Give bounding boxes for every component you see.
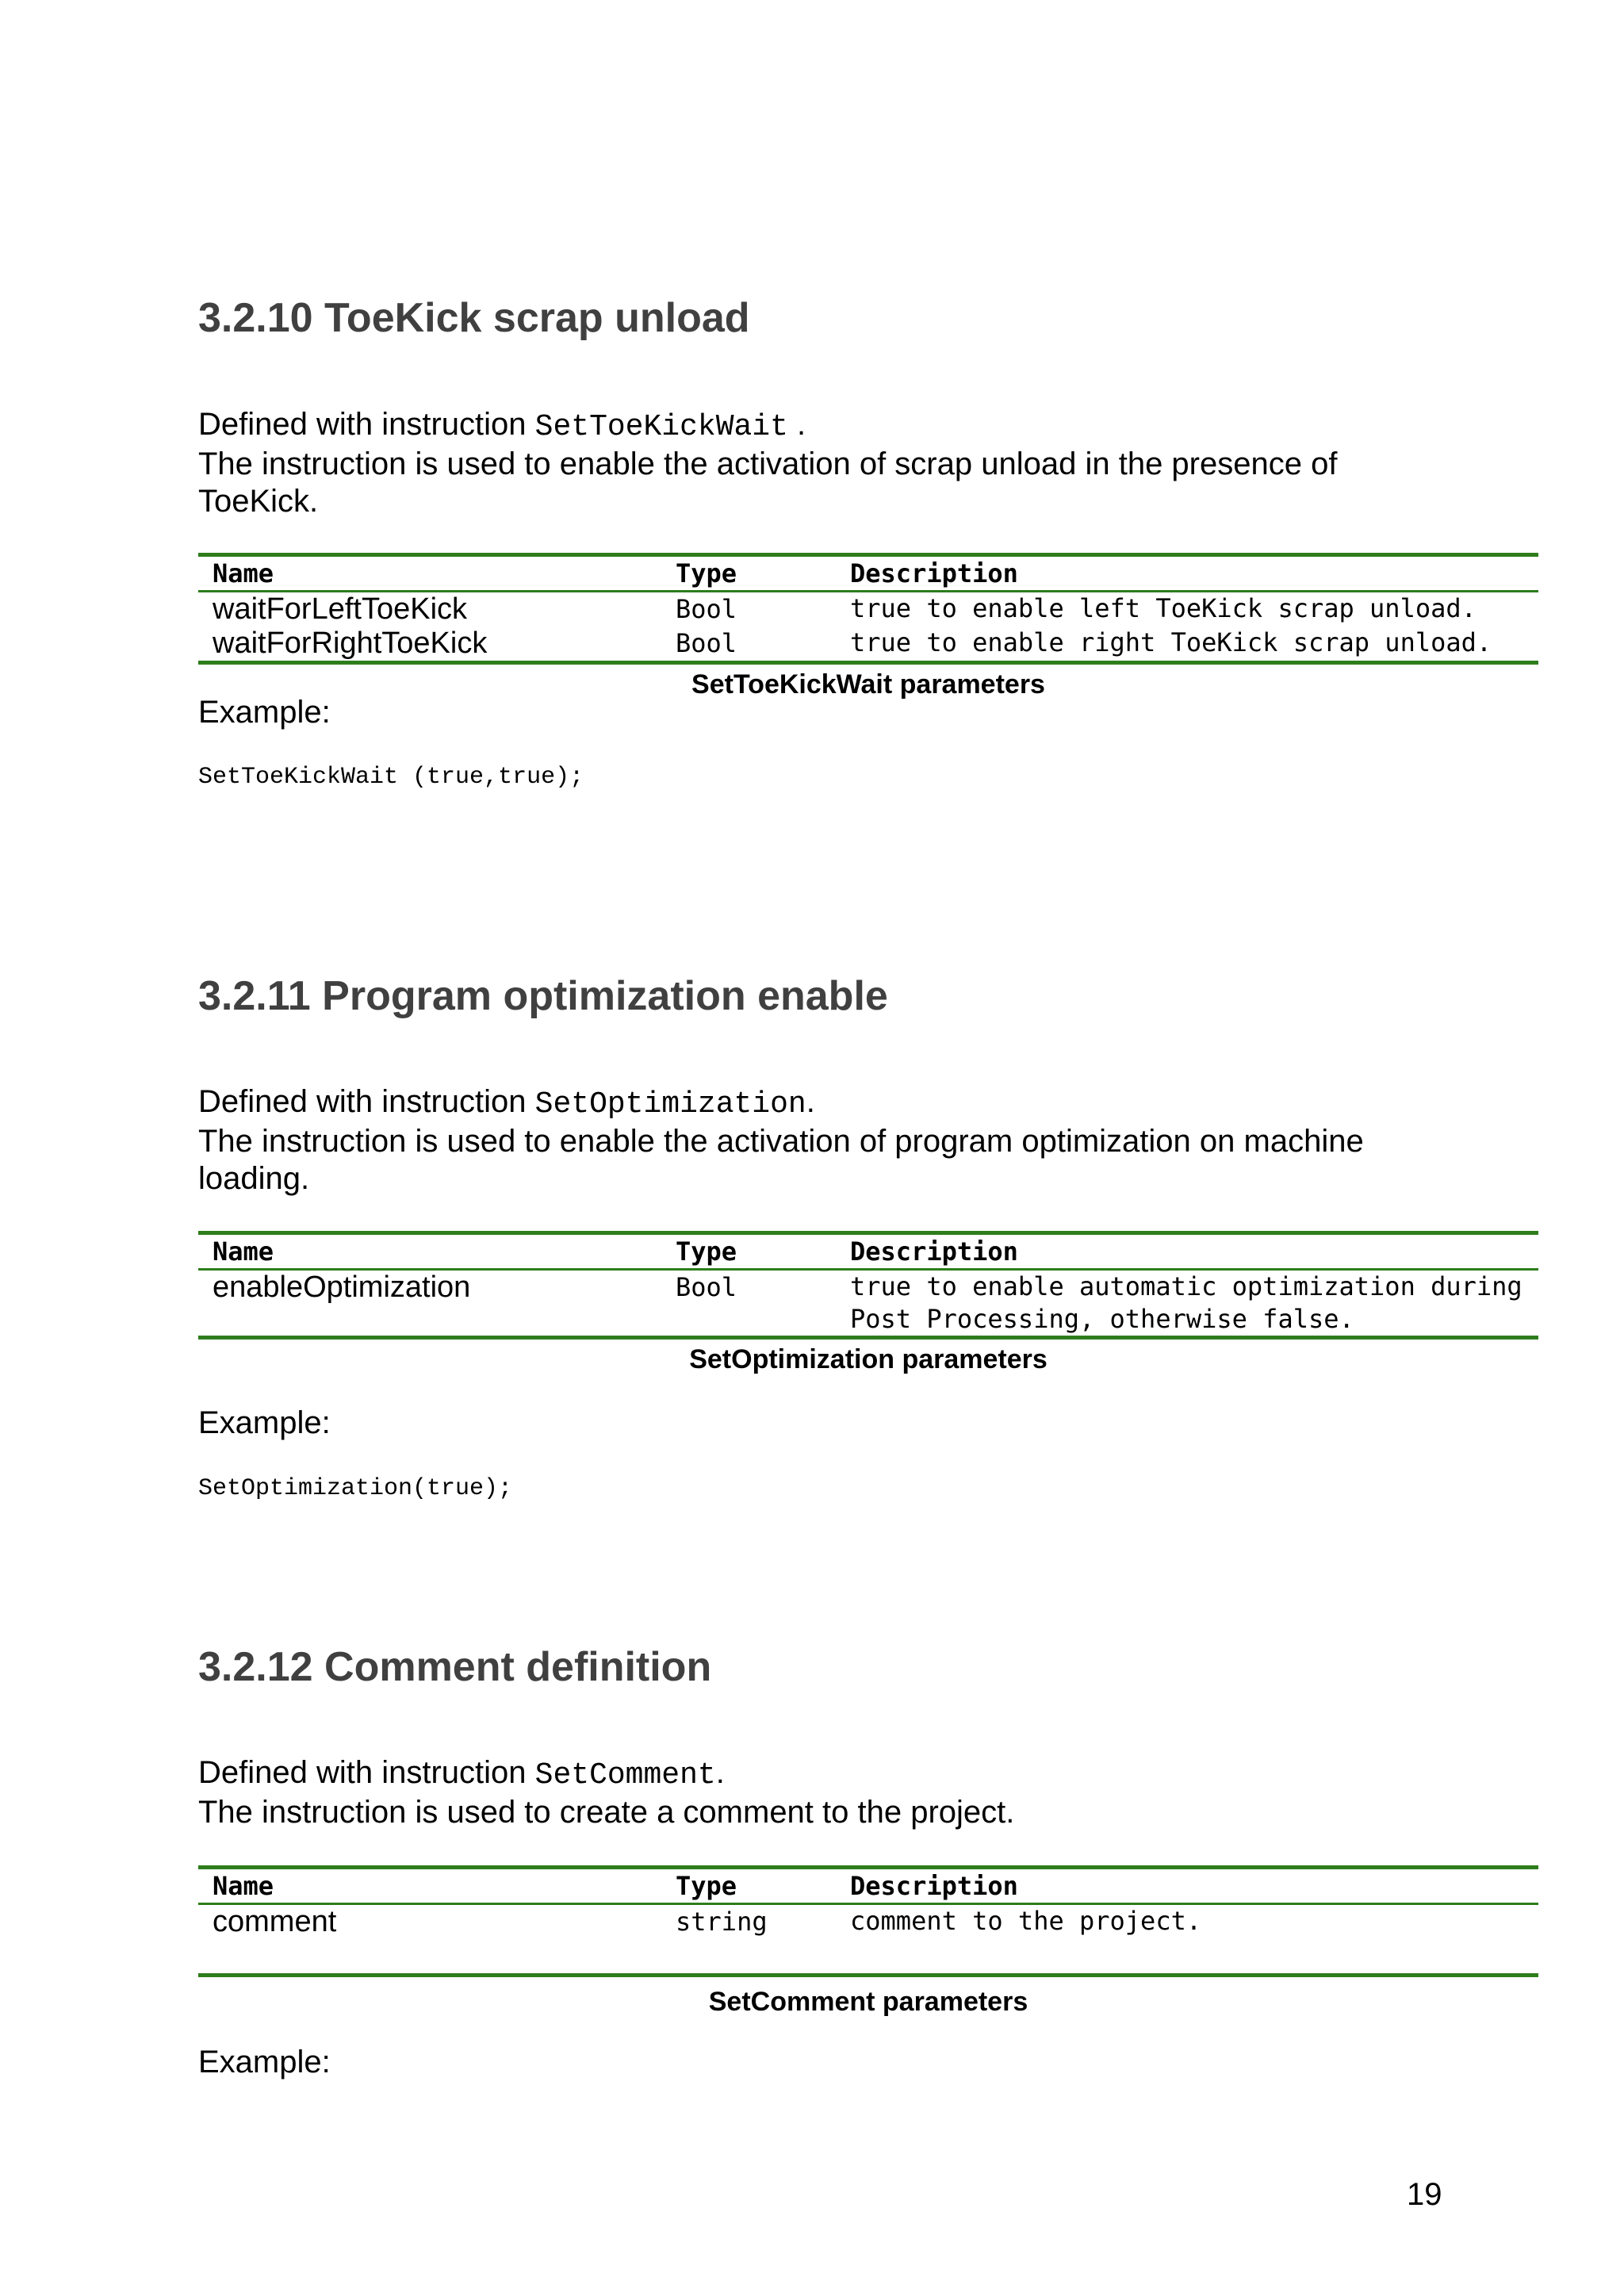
parameters-table-block (198, 1865, 1538, 2018)
section-toekick-scrap-unload (198, 295, 1538, 343)
parameters-table-block (198, 553, 1538, 700)
page-number: 19 (1407, 2177, 1442, 2212)
instruction-name: SetComment (534, 1758, 716, 1792)
defined-suffix: . (787, 407, 806, 442)
table-header-row (198, 1233, 1538, 1270)
section-heading: 3.2.11 Program optimization enable (198, 973, 888, 1019)
column-header-name: Name (213, 1236, 274, 1267)
defined-prefix: Defined with instruction (198, 1084, 535, 1119)
parameters-table-block (198, 1231, 1538, 1375)
defined-suffix: . (715, 1755, 725, 1790)
description-text: The instruction is used to create a comment to the project. (198, 1795, 1015, 1830)
parameters-table (198, 1231, 1538, 1340)
parameters-table (198, 553, 1538, 665)
column-header-type: Type (676, 1236, 737, 1267)
table-row (198, 1904, 1538, 1976)
table-caption: SetToeKickWait parameters (691, 669, 1045, 700)
table-header-row (198, 1868, 1538, 1904)
table-row (198, 627, 1538, 663)
example-label: Example: (198, 1405, 331, 1440)
param-type: Bool (676, 628, 737, 658)
param-type: Bool (676, 1272, 737, 1302)
param-description: true to enable automatic optimization during Post Processing, otherwise false. (850, 1271, 1522, 1334)
instruction-name: SetOptimization (534, 1087, 806, 1121)
table-row (198, 1270, 1538, 1338)
section-heading: 3.2.10 ToeKick scrap unload (198, 295, 750, 341)
section-intro (198, 1754, 1538, 1831)
column-header-name: Name (213, 1871, 274, 1901)
param-description: true to enable left ToeKick scrap unload. (850, 593, 1477, 623)
defined-line (198, 406, 1538, 446)
parameters-table (198, 1865, 1538, 1977)
column-header-description: Description (850, 558, 1018, 588)
param-description: comment to the project. (850, 1906, 1202, 1936)
defined-prefix: Defined with instruction (198, 407, 535, 442)
defined-suffix: . (806, 1084, 815, 1119)
section-comment-definition (198, 1644, 1538, 1692)
column-header-name: Name (213, 558, 274, 588)
instruction-name: SetToeKickWait (534, 410, 788, 444)
defined-line (198, 1754, 1538, 1794)
description-text: The instruction is used to enable the activation of program optimization on machine loading. (198, 1124, 1364, 1196)
description-text: The instruction is used to enable the activation of scrap unload in the presence of ToeKick. (198, 447, 1338, 519)
param-name: enableOptimization (213, 1271, 471, 1304)
example-code: SetToeKickWait (true,true); (198, 764, 584, 791)
defined-prefix: Defined with instruction (198, 1755, 535, 1790)
column-header-description: Description (850, 1871, 1018, 1901)
column-header-type: Type (676, 558, 737, 588)
column-header-description: Description (850, 1236, 1018, 1267)
param-name: comment (213, 1905, 337, 1938)
table-header-row (198, 555, 1538, 592)
section-intro (198, 1083, 1538, 1198)
section-program-optimization (198, 973, 1538, 1021)
param-description: true to enable right ToeKick scrap unload. (850, 627, 1492, 657)
param-type: string (676, 1907, 768, 1937)
param-type: Bool (676, 594, 737, 624)
section-heading: 3.2.12 Comment definition (198, 1644, 712, 1690)
defined-line (198, 1083, 1538, 1123)
example-code: SetOptimization(true); (198, 1475, 513, 1502)
table-row (198, 592, 1538, 627)
example-label: Example: (198, 695, 331, 730)
table-caption: SetComment parameters (708, 1987, 1028, 2017)
example-label: Example: (198, 2045, 331, 2079)
param-name: waitForRightToeKick (213, 627, 488, 660)
column-header-type: Type (676, 1871, 737, 1901)
param-name: waitForLeftToeKick (213, 592, 468, 626)
section-intro (198, 406, 1538, 520)
table-caption: SetOptimization parameters (689, 1344, 1048, 1374)
